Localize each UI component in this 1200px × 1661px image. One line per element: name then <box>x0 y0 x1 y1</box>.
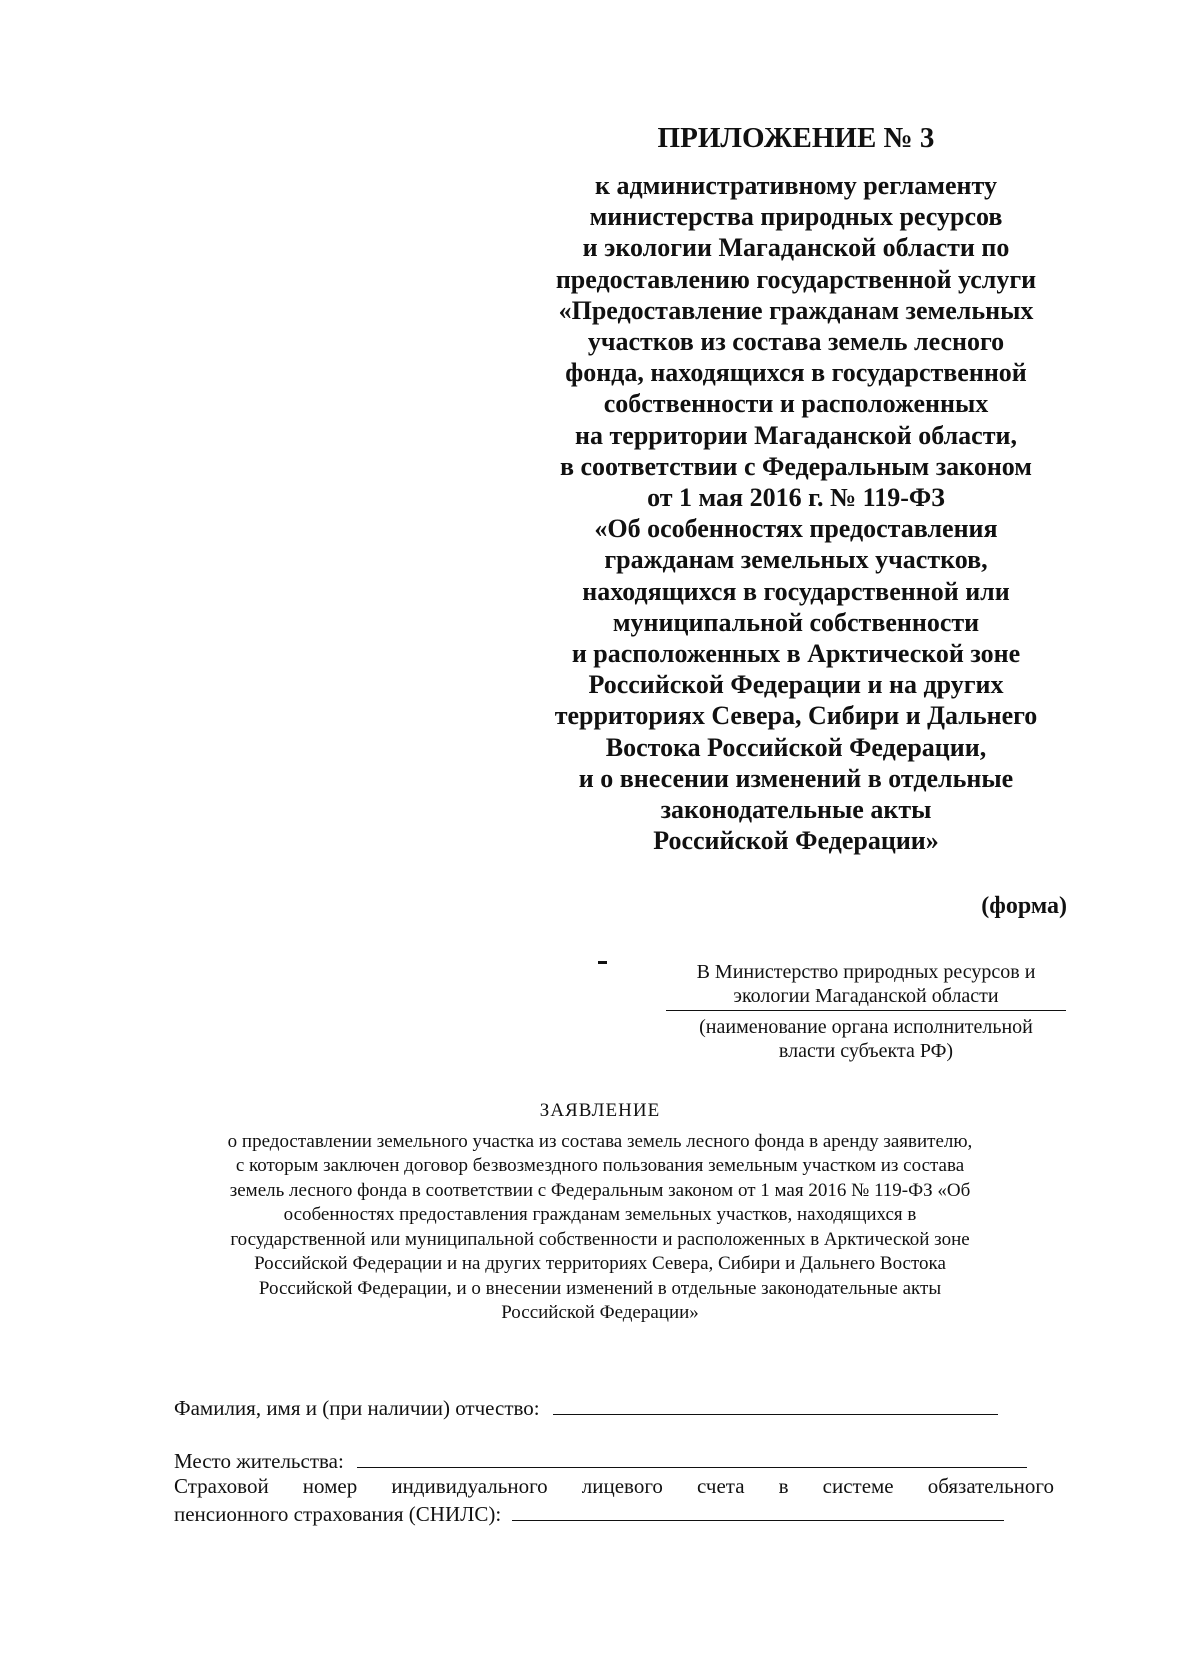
statement-line: государственной или муниципальной собственности и расположенных в Арктической зоне <box>230 1228 970 1250</box>
residence-field <box>174 1448 1027 1474</box>
appendix-line: и расположенных в Арктической зоне <box>571 639 1021 669</box>
addressee-block <box>666 960 1066 1063</box>
statement-line: Российской Федерации, и о внесении изменений в отдельные законодательные акты <box>258 1277 942 1299</box>
full-name-label: Фамилия, имя и (при наличии) отчество: <box>174 1396 540 1420</box>
appendix-line: гражданам земельных участков, <box>604 545 988 575</box>
form-label: (форма) <box>981 893 1067 919</box>
statement-block <box>120 1099 1080 1326</box>
appendix-line: законодательные акты <box>660 795 932 825</box>
statement-line: земель лесного фонда в соответствии с Федеральным законом от 1 мая 2016 № 119-ФЗ «Об <box>229 1179 971 1201</box>
appendix-heading <box>520 120 1072 856</box>
snils-field <box>174 1500 1004 1528</box>
appendix-line: к административному регламенту <box>595 171 997 200</box>
appendix-line: фонда, находящихся в государственной <box>565 358 1027 388</box>
addressee-caption: (наименование органа исполнительной <box>699 1016 1033 1038</box>
appendix-line: Российской Федерации» <box>653 826 939 856</box>
appendix-line: и о внесении изменений в отдельные <box>578 763 1014 793</box>
appendix-line: министерства природных ресурсов <box>589 202 1003 232</box>
statement-line: особенностях предоставления гражданам земельных участков, находящихся в <box>283 1204 917 1225</box>
residence-input-line[interactable] <box>357 1449 1027 1468</box>
appendix-line: Востока Российской Федерации, <box>605 732 987 762</box>
appendix-line: участков из состава земель лесного <box>587 327 1005 357</box>
appendix-line: находящихся в государственной или <box>582 576 1010 606</box>
addressee-line: В Министерство природных ресурсов и <box>696 961 1036 983</box>
appendix-line: «Предоставление гражданам земельных <box>558 295 1034 325</box>
appendix-line: собственности и расположенных <box>603 389 989 419</box>
addressee-caption: власти субъекта РФ) <box>778 1040 954 1062</box>
statement-line: Российской Федерации» <box>501 1302 699 1323</box>
appendix-line: от 1 мая 2016 г. № 119-ФЗ <box>647 483 945 513</box>
appendix-line: предоставлению государственной услуги <box>555 264 1037 294</box>
statement-line: с которым заключен договор безвозмездного пользования земельным участком из состава <box>235 1155 965 1176</box>
appendix-title: ПРИЛОЖЕНИЕ № 3 <box>657 122 935 154</box>
snils-label-line1: Страховой номер индивидуального лицевого счета в системе обязательного <box>174 1474 1054 1498</box>
residence-label: Место жительства: <box>174 1449 344 1473</box>
statement-title: ЗАЯВЛЕНИЕ <box>539 1100 661 1121</box>
snils-label-line2: пенсионного страхования (СНИЛС): <box>174 1502 502 1526</box>
statement-line: о предоставлении земельного участка из состава земель лесного фонда в аренду заявителю, <box>227 1130 973 1152</box>
appendix-line: Российской Федерации и на других <box>588 670 1004 700</box>
appendix-line: муниципальной собственности <box>612 607 980 637</box>
appendix-line: на территории Магаданской области, <box>575 420 1017 450</box>
dash-mark <box>598 961 607 964</box>
full-name-field <box>174 1395 998 1421</box>
appendix-line: и экологии Магаданской области по <box>582 233 1010 263</box>
statement-line: Российской Федерации и на других территориях Севера, Сибири и Дальнего Востока <box>254 1253 946 1274</box>
appendix-line: в соответствии с Федеральным законом <box>559 451 1033 481</box>
addressee-line-underlined: экологии Магаданской области <box>666 984 1066 1011</box>
appendix-line: «Об особенностях предоставления <box>594 514 998 544</box>
full-name-input-line[interactable] <box>553 1396 998 1415</box>
appendix-line: территориях Севера, Сибири и Дальнего <box>554 701 1038 731</box>
snils-input-line[interactable] <box>512 1502 1004 1521</box>
